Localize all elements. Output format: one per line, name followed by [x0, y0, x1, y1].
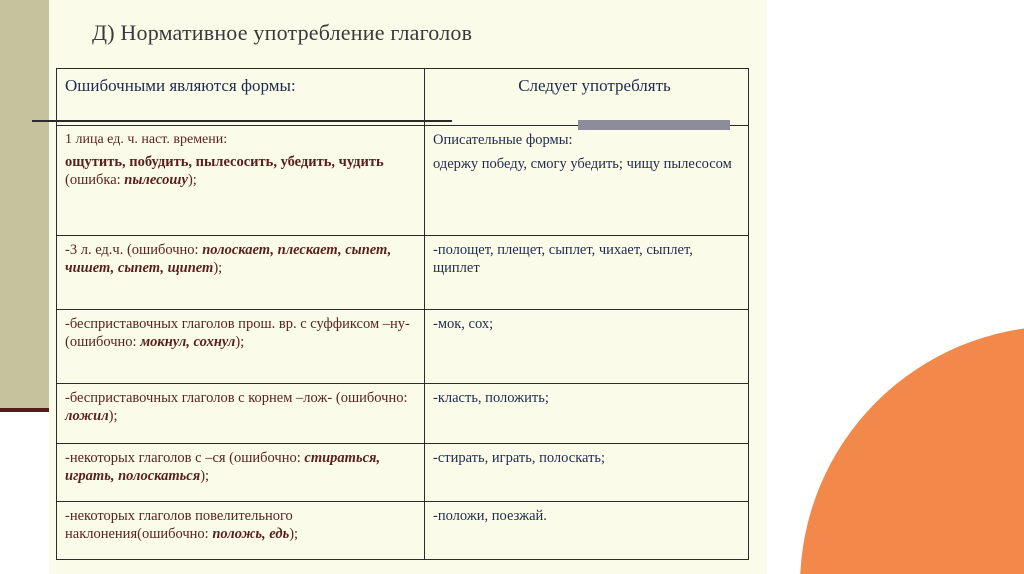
wrong-form: положь, едь — [212, 526, 290, 542]
wrong-forms-cell — [57, 502, 425, 560]
wrong-forms-cell — [57, 236, 425, 310]
wrong-form: ложил — [65, 408, 109, 424]
correct-forms-cell — [425, 126, 749, 236]
slide-title: Д) Нормативное употребление глаголов — [92, 20, 473, 45]
cell-text: ); — [213, 260, 223, 276]
correct-forms-cell: -стирать, играть, полоскать; — [425, 444, 749, 502]
cell-heading: Описательные формы: — [433, 132, 573, 148]
table-row — [57, 236, 749, 310]
wrong-forms-cell — [57, 126, 425, 236]
cell-text: -некоторых глаголов повелительного наклонения(ошибочно: — [65, 508, 293, 542]
correct-text: одержу победу, смогу убедить; чищу пылесосом — [433, 156, 732, 172]
correct-forms-cell: -полощет, плещет, сыплет, чихает, сыплет, щиплет — [425, 236, 749, 310]
table-row — [57, 126, 749, 236]
wrong-form: пылесошу — [124, 172, 188, 188]
cell-text: ); — [200, 468, 210, 484]
wrong-forms-cell — [57, 444, 425, 502]
wrong-forms-cell — [57, 384, 425, 444]
header-correct-forms: Следует употреблять — [425, 69, 749, 126]
table-row — [57, 384, 749, 444]
table-row — [57, 502, 749, 560]
wrong-forms-cell — [57, 310, 425, 384]
cell-text: ); — [235, 334, 245, 350]
note-text: ); — [187, 172, 197, 188]
wrong-form: полоскает, плескает, сыпет, чишет, сыпет, щипет — [65, 242, 392, 276]
cell-text: -некоторых глаголов с –ся (ошибочно: — [65, 450, 305, 466]
cell-text: -3 л. ед.ч. (ошибочно: — [65, 242, 203, 258]
table-row — [57, 310, 749, 384]
verb-forms-table — [56, 68, 749, 560]
cell-text: -бесприставочных глаголов с корнем –лож- (ошибочно: — [65, 390, 408, 406]
wrong-form: мокнул, сохнул — [140, 334, 236, 350]
correct-forms-cell: -положи, поезжай. — [425, 502, 749, 560]
note-text: (ошибка: — [65, 172, 125, 188]
wrong-form: стираться, играть, полоскаться — [65, 450, 381, 484]
wrong-verb-list: ощутить, побудить, пылесосить, убедить, чудить — [65, 154, 384, 170]
cell-text: ); — [289, 526, 299, 542]
correct-forms-cell: -класть, положить; — [425, 384, 749, 444]
cell-heading: 1 лица ед. ч. наст. времени: — [65, 132, 228, 147]
table-row — [57, 444, 749, 502]
cell-text: -бесприставочных глаголов прош. вр. с суффиксом –ну- (ошибочно: — [65, 316, 410, 350]
table-header-row — [57, 69, 749, 126]
left-decor-band — [0, 0, 49, 410]
decor-rule-left — [32, 120, 452, 122]
cell-text — [65, 153, 416, 189]
decor-rule-right — [578, 120, 730, 130]
correct-forms-cell: -мок, сох; — [425, 310, 749, 384]
cell-text: ); — [108, 408, 118, 424]
left-decor-line — [0, 408, 49, 412]
header-wrong-forms: Ошибочными являются формы: — [57, 69, 425, 126]
